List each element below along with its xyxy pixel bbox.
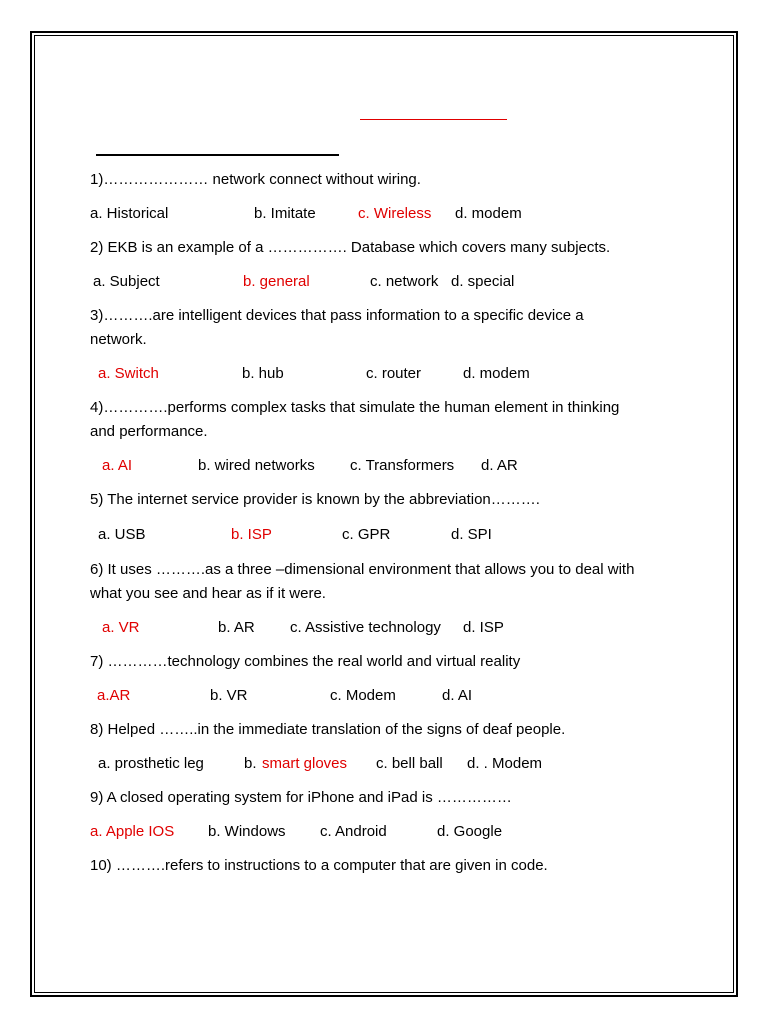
- option-a-correct: a.AR: [97, 687, 131, 704]
- option-c: c. network: [370, 273, 439, 290]
- option-a-correct: a. AI: [102, 457, 133, 474]
- title-underline-red: [360, 119, 507, 120]
- option-b-correct: b. general: [243, 273, 310, 290]
- question-2-text: 2) EKB is an example of a ……………. Database which covers many subjects.: [90, 239, 611, 256]
- question-3-text-cont: network.: [90, 331, 147, 348]
- question-4-text: 4)………….performs complex tasks that simulate the human element in thinking: [90, 399, 620, 416]
- question-10-text: 10) ……….refers to instructions to a computer that are given in code.: [90, 857, 548, 874]
- option-d: d. SPI: [451, 526, 492, 543]
- option-c: c. router: [366, 365, 422, 382]
- question-5-text: 5) The internet service provider is known by the abbreviation……….: [90, 491, 540, 508]
- option-c-correct: c. Wireless: [358, 205, 432, 222]
- name-underline: [96, 154, 339, 156]
- option-b-correct: smart gloves: [262, 755, 348, 772]
- option-b: b. Windows: [208, 823, 286, 840]
- question-6-text-cont: what you see and hear as if it were.: [90, 585, 326, 602]
- option-d: d. AI: [442, 687, 473, 704]
- option-c: c. Modem: [330, 687, 396, 704]
- option-d: d. ISP: [463, 619, 504, 636]
- option-b-prefix: b.: [244, 755, 257, 772]
- option-c: c. Assistive technology: [290, 619, 441, 636]
- question-7-text: 7) …………technology combines the real world and virtual reality: [90, 653, 521, 670]
- option-c: c. Transformers: [350, 457, 455, 474]
- question-8-text: 8) Helped ……..in the immediate translation of the signs of deaf people.: [90, 721, 566, 738]
- option-d: d. . Modem: [467, 755, 543, 772]
- option-a-correct: a. Apple IOS: [90, 823, 175, 840]
- question-4-text-cont: and performance.: [90, 423, 208, 440]
- question-1-text: 1)………………… network connect without wiring.: [90, 171, 421, 188]
- option-d: d. modem: [455, 205, 522, 222]
- option-a: a. USB: [98, 526, 146, 543]
- question-3-text: 3)……….are intelligent devices that pass information to a specific device a: [90, 307, 584, 324]
- option-d: d. Google: [437, 823, 503, 840]
- option-c: c. bell ball: [376, 755, 443, 772]
- option-a: a. prosthetic leg: [98, 755, 204, 772]
- option-d: d. AR: [481, 457, 518, 474]
- option-a: a. Subject: [93, 273, 160, 290]
- option-b-correct: b. ISP: [231, 526, 272, 543]
- option-b: b. wired networks: [198, 457, 315, 474]
- option-d: d. modem: [463, 365, 530, 382]
- option-c: c. Android: [320, 823, 387, 840]
- option-a-correct: a. Switch: [98, 365, 159, 382]
- question-9-text: 9) A closed operating system for iPhone and iPad is ……………: [90, 789, 512, 806]
- option-b: b. VR: [210, 687, 248, 704]
- option-b: b. AR: [218, 619, 255, 636]
- option-a: a. Historical: [90, 205, 169, 222]
- option-b: b. hub: [242, 365, 284, 382]
- option-b: b. Imitate: [254, 205, 316, 222]
- option-a-correct: a. VR: [102, 619, 140, 636]
- option-c: c. GPR: [342, 526, 391, 543]
- question-6-text: 6) It uses ……….as a three –dimensional environment that allows you to deal with: [90, 561, 635, 578]
- option-d: d. special: [451, 273, 515, 290]
